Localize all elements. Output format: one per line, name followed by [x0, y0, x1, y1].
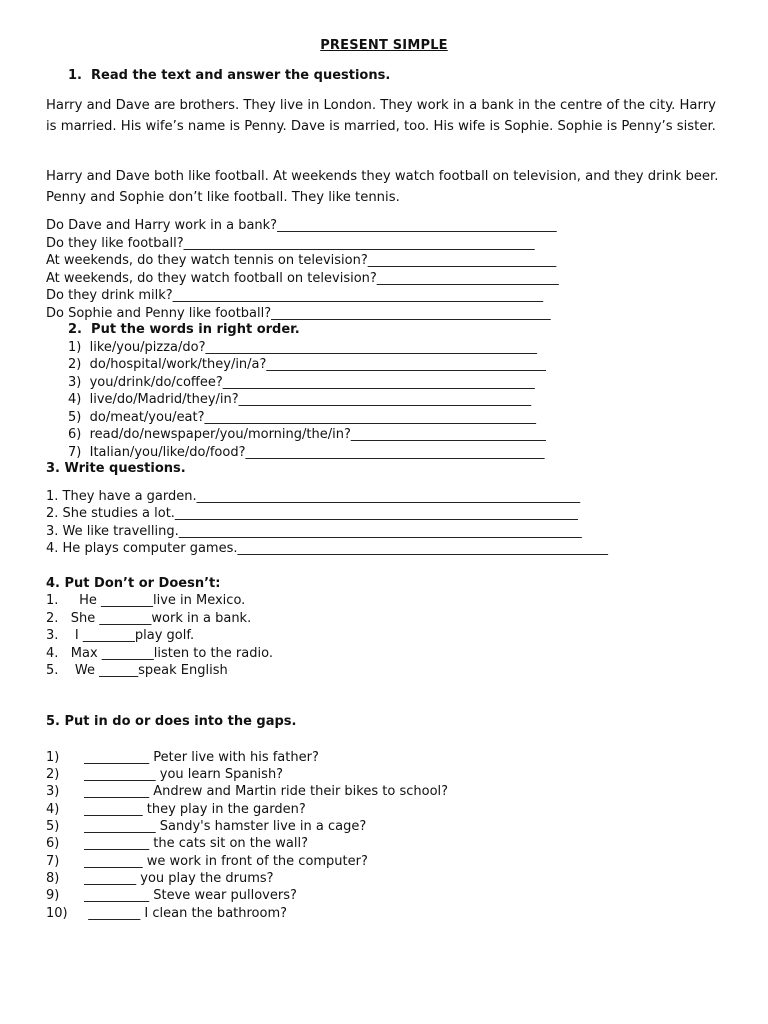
section4-item-2: 2. She ________work in a bank. — [46, 611, 252, 626]
section2-item-7: 7) Italian/you/like/do/food?______________________________________________ — [68, 445, 545, 460]
section4-item-1: 1. He ________live in Mexico. — [46, 593, 246, 608]
section5-item-3: 3) __________ Andrew and Martin ride their bikes to school? — [46, 784, 449, 799]
section5-item-6: 6) __________ the cats sit on the wall? — [46, 836, 308, 851]
section4-item-3: 3. I ________play golf. — [46, 628, 195, 643]
section2-item-6: 6) read/do/newspaper/you/morning/the/in?______________________________ — [68, 427, 546, 442]
section1-question-2: Do they like football?______________________________________________________ — [46, 236, 535, 251]
section4-item-5: 5. We ______speak English — [46, 663, 228, 678]
section2-item-5: 5) do/meat/you/eat?___________________________________________________ — [68, 410, 537, 425]
section5-item-7: 7) _________ we work in front of the computer? — [46, 854, 368, 869]
section1-question-4: At weekends, do they watch football on television?____________________________ — [46, 271, 559, 286]
section1-heading: 1. Read the text and answer the questions. — [68, 68, 391, 83]
section1-question-1: Do Dave and Harry work in a bank?___________________________________________ — [46, 218, 557, 233]
section3-item-3: 3. We like travelling.______________________________________________________________ — [46, 524, 582, 539]
section3-item-1: 1. They have a garden.___________________________________________________________ — [46, 489, 581, 504]
section4-item-4: 4. Max ________listen to the radio. — [46, 646, 273, 661]
section5-item-1: 1) __________ Peter live with his father? — [46, 750, 319, 765]
section5-item-2: 2) ___________ you learn Spanish? — [46, 767, 284, 782]
section4-heading: 4. Put Don’t or Doesn’t: — [46, 576, 221, 591]
section5-item-5: 5) ___________ Sandy's hamster live in a cage? — [46, 819, 367, 834]
section3-heading: 3. Write questions. — [46, 461, 186, 476]
section1-question-5: Do they drink milk?_________________________________________________________ — [46, 288, 544, 303]
section2-heading: 2. Put the words in right order. — [68, 322, 300, 337]
page-title: PRESENT SIMPLE — [320, 38, 448, 53]
section1-question-6: Do Sophie and Penny like football?___________________________________________ — [46, 306, 551, 321]
section2-item-4: 4) live/do/Madrid/they/in?_____________________________________________ — [68, 392, 532, 407]
section1-question-3: At weekends, do they watch tennis on television?_____________________________ — [46, 253, 557, 268]
section1-paragraph-1: Harry and Dave are brothers. They live in London. They work in a bank in the centre of the city. Harry is married. His wife’s name is Penny. Dave is married, too. His wife is Sophie. Sophie is Penny’s sister. — [46, 98, 716, 134]
section3-item-4: 4. He plays computer games._________________________________________________________ — [46, 541, 608, 556]
section5-item-9: 9) __________ Steve wear pullovers? — [46, 888, 297, 903]
section3-item-2: 2. She studies a lot.______________________________________________________________ — [46, 506, 578, 521]
section2-item-1: 1) like/you/pizza/do?___________________________________________________ — [68, 340, 538, 355]
section2-item-3: 3) you/drink/do/coffee?________________________________________________ — [68, 375, 535, 390]
section5-item-8: 8) ________ you play the drums? — [46, 871, 274, 886]
section2-item-2: 2) do/hospital/work/they/in/a?___________________________________________ — [68, 357, 546, 372]
section5-heading: 5. Put in do or does into the gaps. — [46, 714, 297, 729]
section5-item-4: 4) _________ they play in the garden? — [46, 802, 306, 817]
section5-item-10: 10) ________ I clean the bathroom? — [46, 906, 288, 921]
section1-paragraph-2: Harry and Dave both like football. At weekends they watch football on television, and they drink beer. Penny and Sophie don’t like football. They like tennis. — [46, 169, 719, 205]
